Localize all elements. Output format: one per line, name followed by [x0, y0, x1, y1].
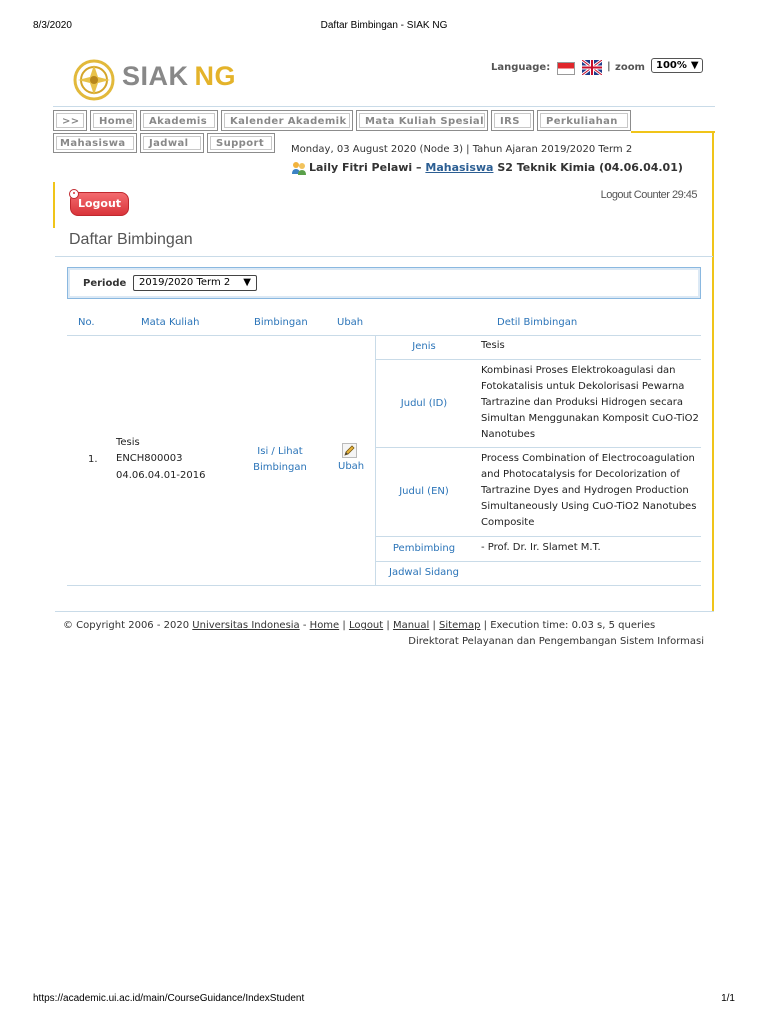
- detail-divider: [376, 561, 701, 562]
- execution-time: | Execution time: 0.03 s, 5 queries: [483, 620, 656, 631]
- nav-perkuliahan[interactable]: Perkuliahan: [537, 110, 631, 131]
- print-page-number: 1/1: [721, 993, 735, 1004]
- header-ubah: Ubah: [337, 317, 364, 328]
- periode-label: Periode: [83, 278, 127, 289]
- print-title: Daftar Bimbingan - SIAK NG: [320, 20, 448, 31]
- logout-power-icon: [69, 189, 79, 199]
- logout-counter: Logout Counter 29:45: [600, 189, 697, 201]
- jenis-label: Jenis: [412, 341, 436, 352]
- crest-logo-icon: [72, 57, 116, 103]
- content-bottom-divider: [55, 611, 714, 612]
- bimbingan-link[interactable]: Isi / Lihat Bimbingan: [253, 446, 307, 473]
- nav-kalender-akademik[interactable]: Kalender Akademik: [221, 110, 353, 131]
- program-label: S2 Teknik Kimia (04.06.04.01): [497, 161, 683, 174]
- judul-id-value: Kombinasi Proses Elektrokoagulasi dan Fotokatalisis untuk Dekolorisasi Pewarna Tartrazine dan Produksi Hidrogen secara Simultan Menggunakan Komposit CuO-TiO2 Nanotubes: [481, 365, 699, 440]
- nav-akademis[interactable]: Akademis: [140, 110, 218, 131]
- ubah-link[interactable]: Ubah: [338, 461, 365, 472]
- header-no: No.: [78, 317, 95, 328]
- gold-frame-right: [712, 131, 714, 611]
- indonesia-flag-icon[interactable]: [557, 60, 575, 79]
- header-mata-kuliah: Mata Kuliah: [141, 317, 200, 328]
- course-code: ENCH800003: [116, 453, 183, 464]
- directorate-text: Direktorat Pelayanan dan Pengembangan Sistem Informasi: [408, 636, 704, 647]
- footer-sitemap-link[interactable]: Sitemap: [439, 620, 481, 631]
- footer-logout-link[interactable]: Logout: [348, 620, 384, 631]
- periode-select[interactable]: 2019/2020 Term 2 ▼: [133, 275, 257, 291]
- logo-text: SIAK NG: [122, 61, 237, 91]
- detail-divider: [376, 536, 701, 537]
- header-detil-bimbingan: Detil Bimbingan: [497, 317, 578, 328]
- chevron-down-icon: ▼: [243, 277, 251, 288]
- pembimbing-label: Pembimbing: [392, 543, 456, 554]
- pembimbing-value: - Prof. Dr. Ir. Slamet M.T.: [481, 542, 601, 553]
- pencil-edit-icon[interactable]: [342, 443, 357, 458]
- user-group-icon: [291, 160, 307, 176]
- detail-divider: [376, 359, 701, 360]
- user-name: Laily Fitri Pelawi: [309, 161, 413, 174]
- nav-home[interactable]: Home: [90, 110, 137, 131]
- nav-support[interactable]: Support: [207, 133, 275, 153]
- course-name: Tesis: [116, 437, 140, 448]
- judul-id-label: Judul (ID): [400, 398, 448, 409]
- role-link[interactable]: Mahasiswa: [425, 161, 494, 174]
- logout-button[interactable]: Logout: [70, 192, 129, 216]
- session-date-line: Monday, 03 August 2020 (Node 3) | Tahun Ajaran 2019/2020 Term 2: [291, 144, 633, 155]
- course-curriculum: 04.06.04.01-2016: [116, 470, 206, 481]
- header-divider: [53, 106, 715, 107]
- nav-mata-kuliah-spesial[interactable]: Mata Kuliah Spesial: [356, 110, 488, 131]
- print-date: 8/3/2020: [33, 20, 72, 31]
- nav-expand-button[interactable]: >>: [53, 110, 87, 131]
- nav-irs[interactable]: IRS: [491, 110, 534, 131]
- zoom-select[interactable]: 100% ▼: [651, 58, 703, 73]
- footer-home-link[interactable]: Home: [309, 620, 340, 631]
- university-link[interactable]: Universitas Indonesia: [192, 620, 300, 631]
- session-user-line: Laily Fitri Pelawi – Mahasiswa S2 Teknik Kimia (04.06.04.01): [309, 161, 683, 174]
- uk-flag-icon[interactable]: [582, 60, 602, 79]
- row-number: 1.: [88, 454, 98, 465]
- gold-frame-left: [53, 182, 55, 228]
- language-label: Language:: [491, 62, 551, 73]
- print-url: https://academic.ui.ac.id/main/CourseGuidance/IndexStudent: [33, 993, 305, 1004]
- judul-en-value: Process Combination of Electrocoagulation and Photocatalysis for Decolorization of Tartrazine Dyes and Hydrogen Production Simultaneously Using CuO-TiO2 Nanotubes Composite: [481, 453, 697, 528]
- page-title: Daftar Bimbingan: [69, 231, 193, 248]
- jadwal-sidang-label: Jadwal Sidang: [389, 567, 459, 578]
- gold-frame-top: [631, 131, 715, 133]
- detail-divider: [376, 447, 701, 448]
- footer-manual-link[interactable]: Manual: [392, 620, 430, 631]
- zoom-label: zoom: [615, 62, 645, 73]
- title-divider: [55, 256, 713, 257]
- zoom-separator: |: [607, 61, 611, 72]
- judul-en-label: Judul (EN): [399, 486, 449, 497]
- table-header-divider: [67, 335, 701, 336]
- chevron-down-icon: ▼: [690, 60, 699, 71]
- jenis-value: Tesis: [481, 340, 505, 351]
- nav-jadwal[interactable]: Jadwal: [140, 133, 204, 153]
- table-bottom-divider: [67, 585, 701, 586]
- footer-links: © Copyright 2006 - 2020 Universitas Indonesia - Home | Logout | Manual | Sitemap | Execution time: 0.03 s, 5 queries: [63, 620, 656, 631]
- nav-mahasiswa[interactable]: Mahasiswa: [53, 133, 137, 153]
- header-bimbingan: Bimbingan: [254, 317, 308, 328]
